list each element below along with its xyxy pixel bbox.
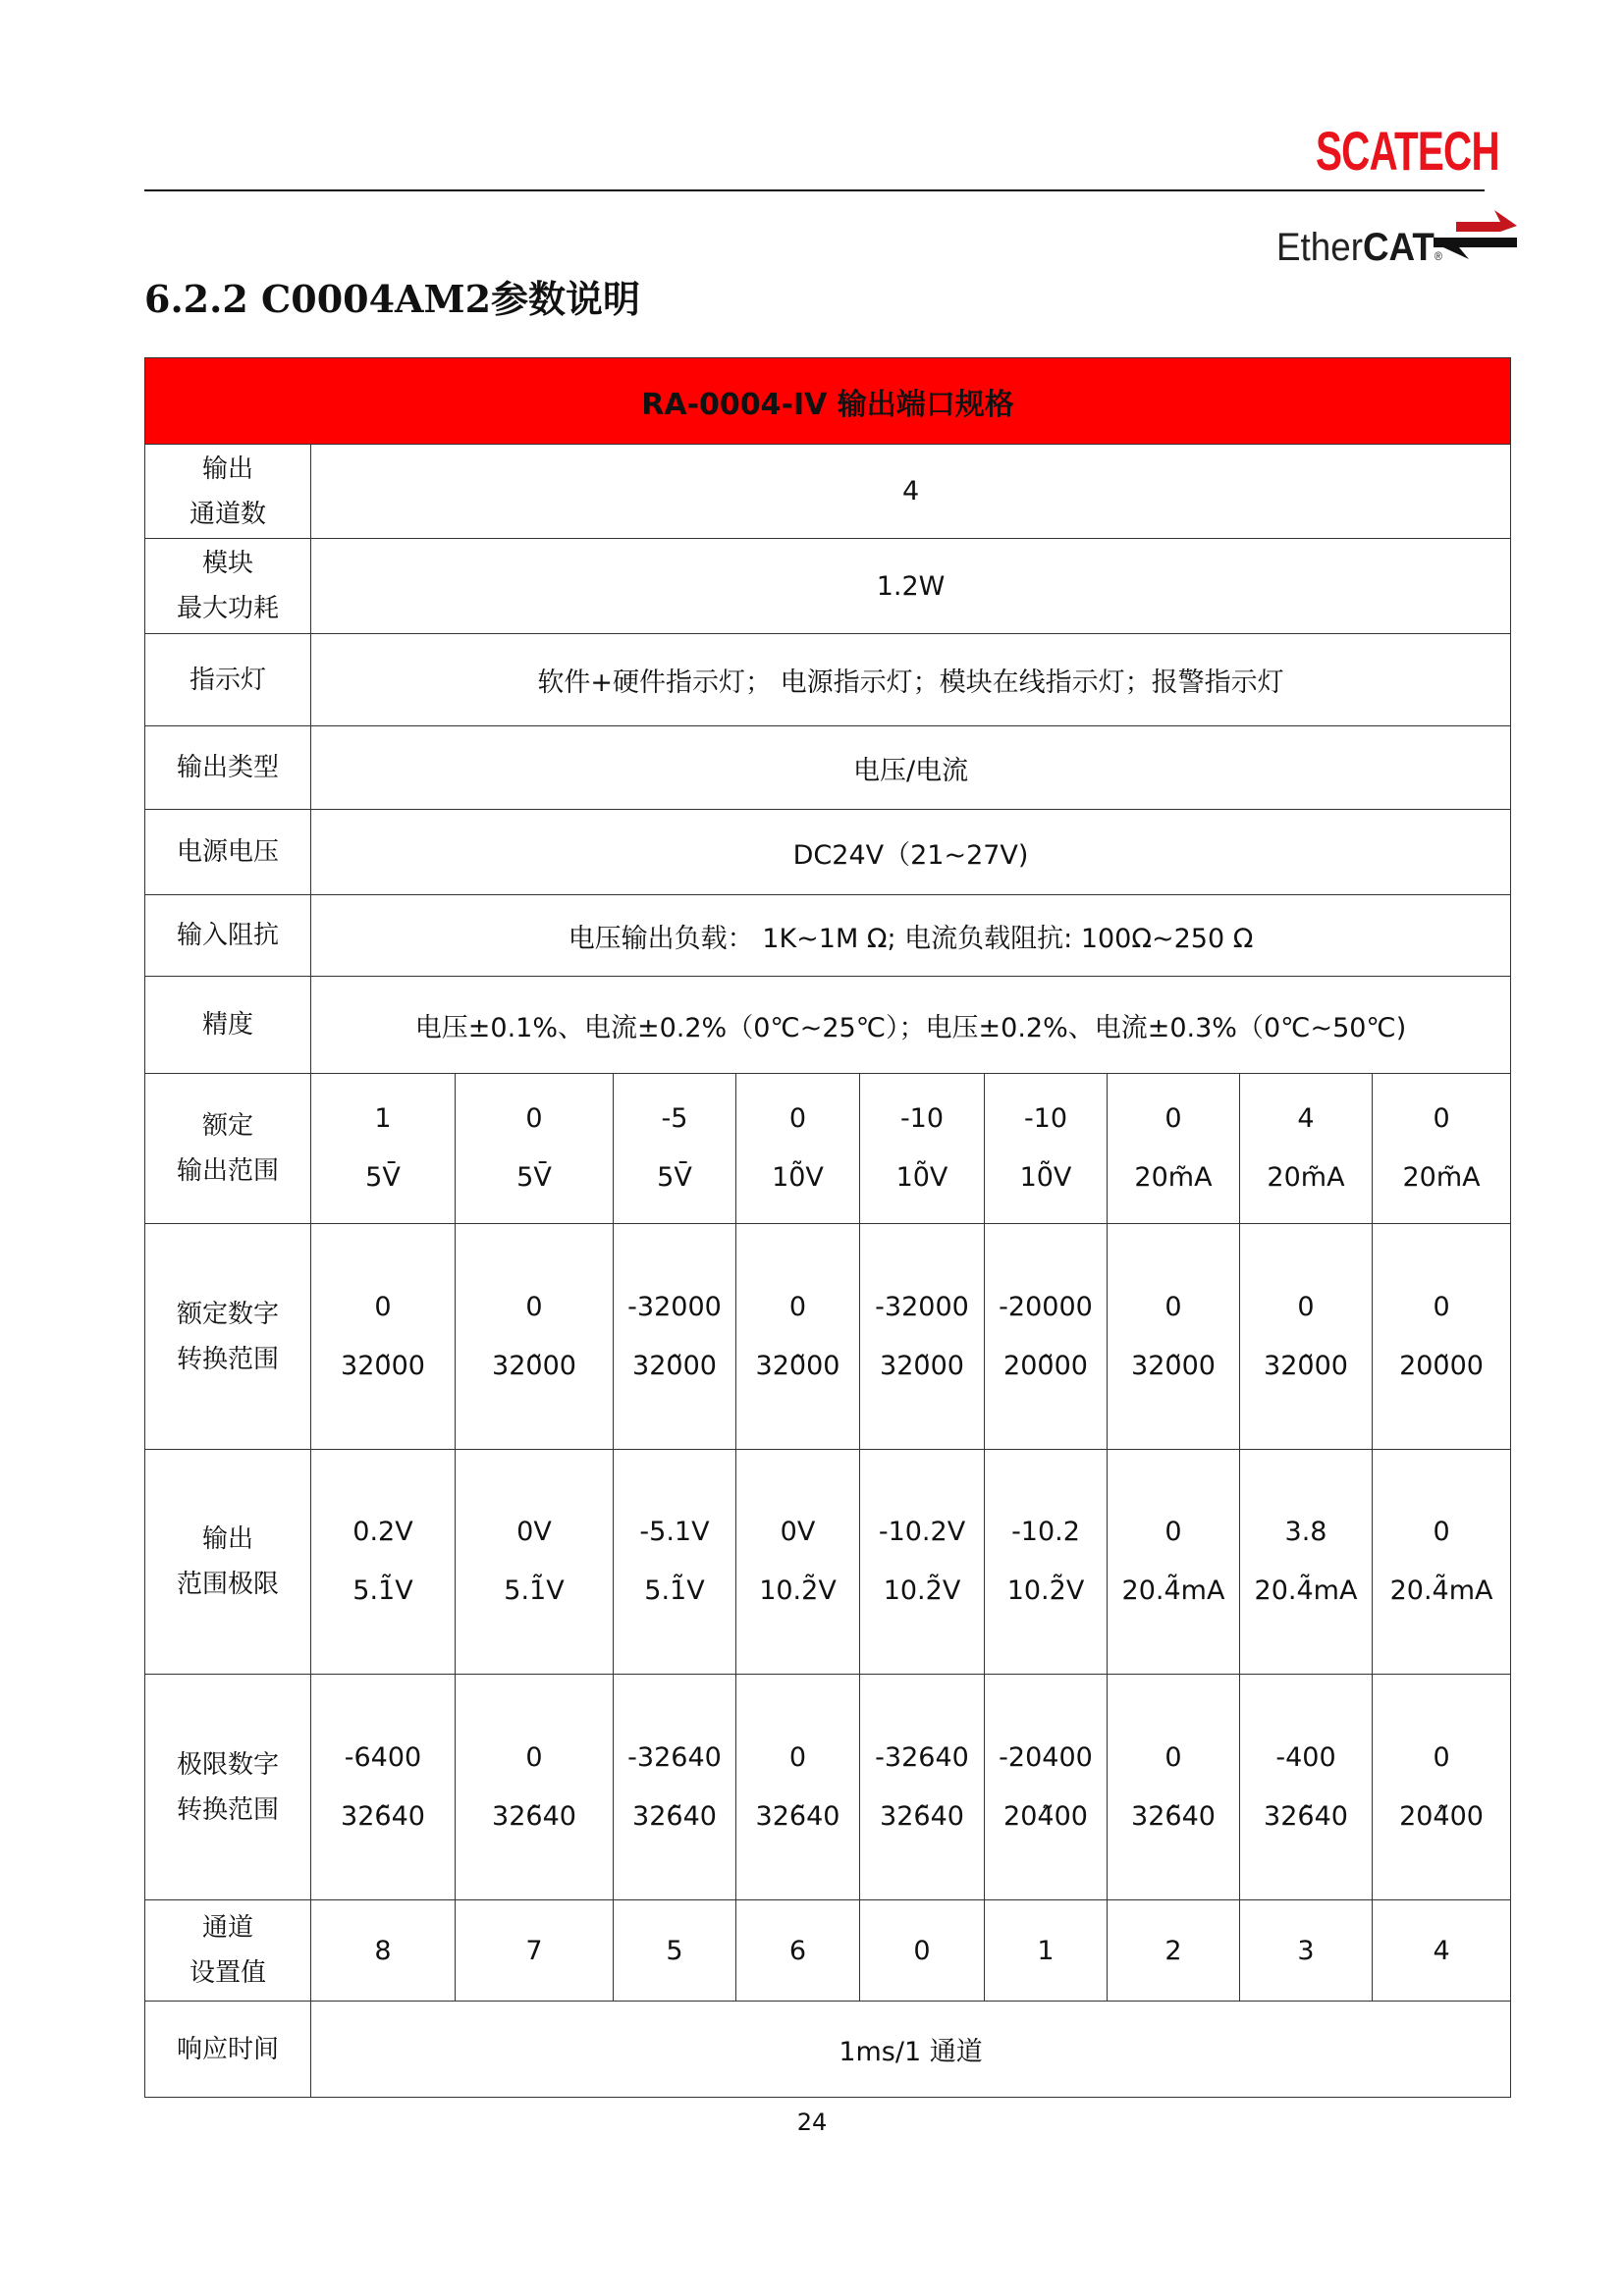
page-number: 24 (796, 2109, 828, 2136)
row-label (145, 895, 311, 977)
range-max: 320̃00 (492, 1350, 576, 1381)
channel-setting-value: 1 (985, 1900, 1108, 2002)
table-row (145, 634, 1511, 726)
range-min: 0 (788, 1103, 807, 1134)
range-max: 20.4̃mA (1389, 1575, 1493, 1606)
row-label (145, 1675, 311, 1900)
range-cell (736, 1675, 860, 1900)
row-value: 1.2W (311, 539, 1511, 634)
range-max: 10.2̃V (1006, 1575, 1085, 1606)
channel-setting-value: 5 (614, 1900, 736, 2002)
table-row (145, 1074, 1511, 1224)
range-min: 3.8 (1284, 1517, 1327, 1547)
range-min: 4 (1297, 1103, 1315, 1134)
channel-setting-value: 2 (1108, 1900, 1240, 2002)
range-min: -10 (1023, 1103, 1068, 1134)
range-min: 0V (516, 1517, 552, 1547)
ethercat-logo-light: Ether (1276, 226, 1363, 269)
range-max: 10.2̃V (883, 1575, 961, 1606)
range-max: 320̃00 (632, 1350, 717, 1381)
range-cell (985, 1675, 1108, 1900)
range-cell (456, 1074, 614, 1224)
range-min: 0 (1164, 1741, 1182, 1773)
range-cell (311, 1675, 456, 1900)
range-cell (456, 1450, 614, 1675)
range-cell (736, 1450, 860, 1675)
row-label (145, 1450, 311, 1675)
range-cell (1373, 1224, 1511, 1450)
range-cell (614, 1224, 736, 1450)
range-cell (985, 1224, 1108, 1450)
range-min: -32640 (875, 1741, 969, 1773)
range-max: 5V̄ (365, 1162, 401, 1193)
row-label-line: 输出范围 (176, 1156, 279, 1186)
range-min: -400 (1275, 1741, 1336, 1773)
range-min: 0 (1433, 1517, 1450, 1547)
channel-setting-value: 7 (456, 1900, 614, 2002)
table-title: RA-0004-IV 输出端口规格 (145, 358, 1511, 445)
range-max: 204̃00 (1003, 1800, 1088, 1832)
range-cell (860, 1675, 985, 1900)
channel-setting-value: 6 (736, 1900, 860, 2002)
row-value: 电压输出负载： 1K~1M Ω; 电流负载阻抗: 100Ω~250 Ω (311, 895, 1511, 977)
ethercat-logo (1276, 208, 1517, 275)
row-label-line: 输出 (201, 1524, 253, 1554)
range-max: 20m̃A (1267, 1162, 1345, 1193)
range-cell (311, 1450, 456, 1675)
range-max: 326̃40 (341, 1800, 425, 1832)
range-min: 0V (780, 1517, 816, 1547)
row-label (145, 1900, 311, 2002)
range-cell (614, 1675, 736, 1900)
range-cell (736, 1224, 860, 1450)
row-label-line: 输入阻抗 (176, 921, 279, 950)
range-max: 326̃40 (1264, 1800, 1348, 1832)
range-max: 320̃00 (341, 1350, 425, 1381)
range-cell (456, 1224, 614, 1450)
range-min: 0 (525, 1103, 543, 1134)
channel-setting-value: 3 (1240, 1900, 1373, 2002)
row-label-line: 额定 (201, 1111, 253, 1141)
row-label (145, 1074, 311, 1224)
range-cell (860, 1450, 985, 1675)
range-cell (860, 1224, 985, 1450)
range-min: -32000 (627, 1291, 722, 1322)
range-min: 0 (1297, 1291, 1315, 1322)
range-cell (1373, 1074, 1511, 1224)
row-label-line: 电源电压 (176, 837, 279, 867)
row-label-line: 模块 (201, 549, 253, 578)
range-cell (1373, 1450, 1511, 1675)
table-row (145, 726, 1511, 810)
range-cell (456, 1675, 614, 1900)
row-label (145, 1224, 311, 1450)
table-row (145, 977, 1511, 1074)
range-max: 320̃00 (1264, 1350, 1348, 1381)
row-label-line: 输出类型 (176, 753, 279, 782)
row-label-line: 额定数字 (176, 1299, 279, 1329)
range-max: 10̃V (772, 1162, 824, 1193)
row-label (145, 977, 311, 1074)
range-min: 0 (788, 1741, 807, 1773)
row-label (145, 2002, 311, 2098)
range-max: 200̃00 (1399, 1350, 1484, 1381)
range-max: 10̃V (895, 1162, 948, 1193)
table-row (145, 445, 1511, 539)
row-label-line: 响应时间 (176, 2034, 279, 2064)
range-min: -5 (661, 1103, 688, 1134)
range-min: 0 (1164, 1517, 1182, 1547)
range-max: 10̃V (1019, 1162, 1072, 1193)
channel-setting-value: 0 (860, 1900, 985, 2002)
row-label-line: 极限数字 (176, 1749, 279, 1780)
row-label-line: 转换范围 (176, 1794, 279, 1825)
range-min: -10.2 (1011, 1517, 1080, 1547)
table-row-channel-setting (145, 1900, 1511, 2002)
row-value: DC24V（21~27V) (311, 810, 1511, 895)
row-label-line: 设置值 (189, 1958, 266, 1988)
range-cell (985, 1074, 1108, 1224)
range-cell (736, 1074, 860, 1224)
range-max: 326̃40 (755, 1800, 840, 1832)
range-min: -5.1V (639, 1517, 710, 1547)
registered-mark: ® (1434, 249, 1443, 263)
range-cell (614, 1074, 736, 1224)
range-cell (614, 1450, 736, 1675)
row-label-line: 通道 (201, 1913, 253, 1943)
range-cell (1240, 1224, 1373, 1450)
range-max: 5V̄ (516, 1162, 552, 1193)
range-max: 320̃00 (755, 1350, 840, 1381)
range-max: 20m̃A (1402, 1162, 1481, 1193)
range-min: 0 (1433, 1103, 1450, 1134)
row-value: 4 (311, 445, 1511, 539)
range-max: 5.1̃V (504, 1575, 565, 1606)
channel-setting-value: 8 (311, 1900, 456, 2002)
range-min: -20000 (999, 1291, 1093, 1322)
row-value: 电压±0.1%、电流±0.2%（0℃~25℃）；电压±0.2%、电流±0.3%（0℃~50℃) (311, 977, 1511, 1074)
range-max: 326̃40 (880, 1800, 964, 1832)
range-max: 20.4̃mA (1121, 1575, 1225, 1606)
table-row (145, 1224, 1511, 1450)
table-row (145, 1675, 1511, 1900)
range-max: 5.1̃V (352, 1575, 413, 1606)
range-max: 200̃00 (1003, 1350, 1088, 1381)
row-label (145, 634, 311, 726)
range-max: 10.2̃V (759, 1575, 837, 1606)
row-label (145, 539, 311, 634)
row-label-line: 指示灯 (189, 665, 266, 695)
range-max: 320̃00 (880, 1350, 964, 1381)
ethercat-logo-bold: CAT (1362, 226, 1435, 269)
range-max: 5V̄ (657, 1162, 692, 1193)
range-cell (1240, 1074, 1373, 1224)
spec-table (144, 357, 1511, 2098)
range-cell (311, 1224, 456, 1450)
range-min: 0 (525, 1741, 543, 1773)
range-min: 0 (1164, 1103, 1182, 1134)
range-max: 5.1̃V (644, 1575, 705, 1606)
range-min: -6400 (344, 1741, 422, 1773)
range-cell (311, 1074, 456, 1224)
range-min: -32640 (627, 1741, 722, 1773)
range-min: 0 (525, 1291, 543, 1322)
scatech-logo: SCATECH (1316, 120, 1499, 182)
range-min: 0 (374, 1291, 392, 1322)
row-label-line: 精度 (201, 1010, 253, 1040)
range-cell (1240, 1450, 1373, 1675)
range-min: 0.2V (352, 1517, 413, 1547)
row-value: 软件+硬件指示灯； 电源指示灯；模块在线指示灯；报警指示灯 (311, 634, 1511, 726)
range-cell (1108, 1224, 1240, 1450)
range-cell (1240, 1675, 1373, 1900)
response-time-value: 1ms/1 通道 (311, 2002, 1511, 2098)
range-max: 326̃40 (492, 1800, 576, 1832)
range-min: 1 (374, 1103, 392, 1134)
header-divider (144, 189, 1485, 191)
row-label-line: 输出 (201, 454, 253, 484)
range-max: 20m̃A (1134, 1162, 1213, 1193)
table-row (145, 895, 1511, 977)
range-cell (1108, 1675, 1240, 1900)
range-min: 0 (788, 1291, 807, 1322)
range-max: 204̃00 (1399, 1800, 1484, 1832)
row-label (145, 810, 311, 895)
row-label (145, 726, 311, 810)
range-max: 326̃40 (632, 1800, 717, 1832)
range-min: -32000 (875, 1291, 969, 1322)
row-value: 电压/电流 (311, 726, 1511, 810)
table-row (145, 1450, 1511, 1675)
table-row (145, 810, 1511, 895)
range-min: -10 (899, 1103, 945, 1134)
range-cell (1108, 1074, 1240, 1224)
range-cell (1373, 1675, 1511, 1900)
range-max: 326̃40 (1131, 1800, 1216, 1832)
row-label-line: 范围极限 (176, 1570, 279, 1599)
range-cell (985, 1450, 1108, 1675)
table-title-row (145, 358, 1511, 445)
table-row (145, 539, 1511, 634)
range-min: 0 (1433, 1291, 1450, 1322)
range-min: 0 (1164, 1291, 1182, 1322)
range-max: 20.4̃mA (1254, 1575, 1358, 1606)
range-min: -20400 (999, 1741, 1093, 1773)
table-row-response-time (145, 2002, 1511, 2098)
range-cell (860, 1074, 985, 1224)
row-label-line: 最大功耗 (176, 594, 279, 623)
section-title: 6.2.2 C0004AM2参数说明 (144, 277, 641, 321)
row-label-line: 转换范围 (176, 1344, 279, 1374)
channel-setting-value: 4 (1373, 1900, 1511, 2002)
range-min: -10.2V (878, 1517, 966, 1547)
range-min: 0 (1433, 1741, 1450, 1773)
range-max: 320̃00 (1131, 1350, 1216, 1381)
row-label (145, 445, 311, 539)
range-cell (1108, 1450, 1240, 1675)
row-label-line: 通道数 (189, 499, 266, 529)
